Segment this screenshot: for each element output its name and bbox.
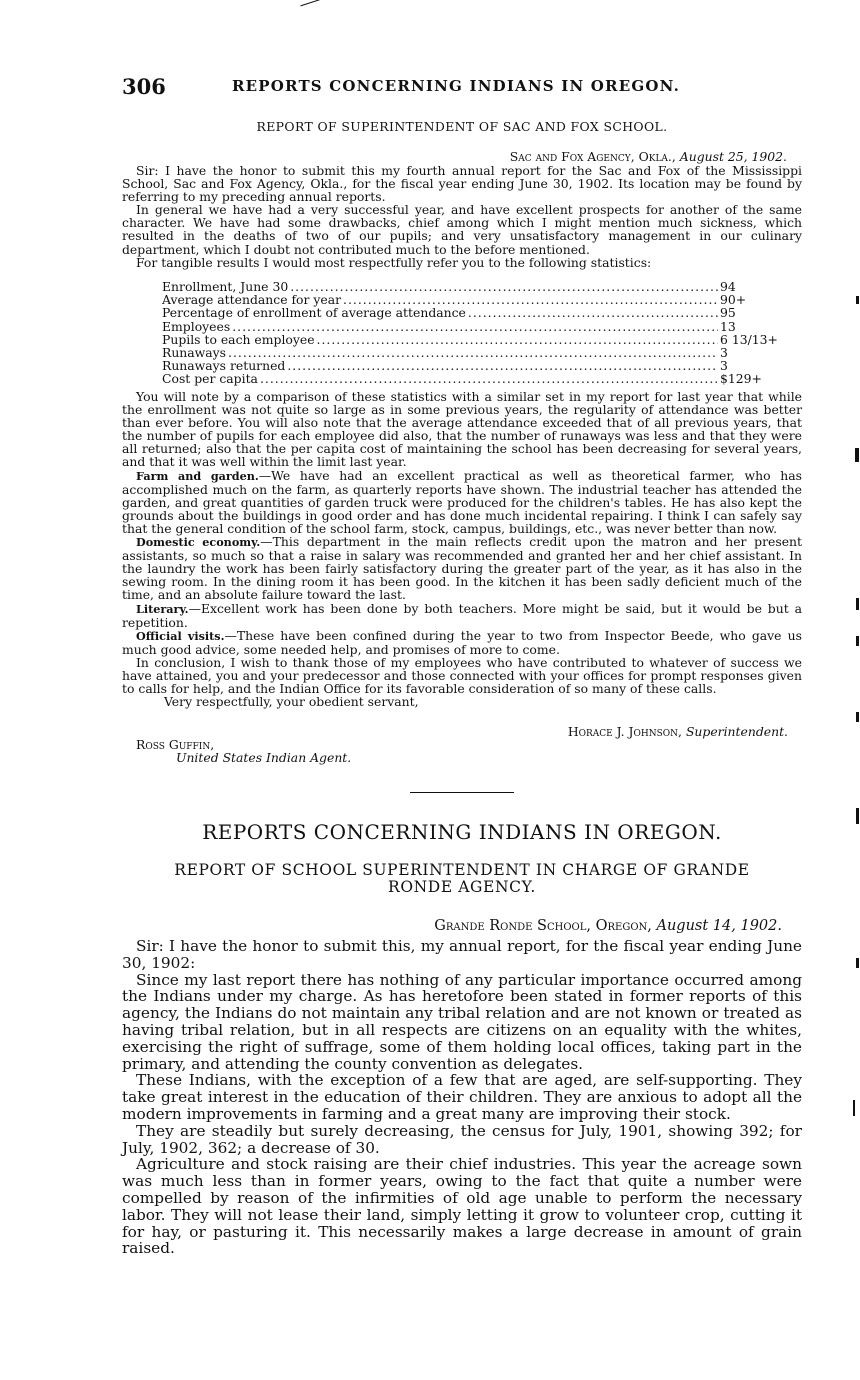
report2-para-1: Sir: I have the honor to submit this, my annual report, for the fiscal year ending June 30, 1902:: [122, 937, 802, 972]
addressee-title: United States Indian Agent.: [176, 750, 352, 766]
scan-mark-edge-3: [856, 598, 859, 610]
report1-closing: Very respectfully, your obedient servant,: [164, 694, 419, 710]
report2-para-3: These Indians, with the exception of a few that are aged, are self-supporting. They take great interest in the education of their children. They are anxious to adopt all the modern improvements in farming and a great many are improving their stock.: [122, 1071, 802, 1123]
section-divider: [410, 792, 514, 793]
stats-row: Percentage of enrollment of average attendance ..... 95: [162, 306, 772, 319]
report1-para-intro: Sir: I have the honor to submit this my fourth annual report for the Sac and Fox of the Mississippi School, Sac and Fox Agency, Okla., for the fiscal year ending June 30, 1902. Its location may be found by referring to my preceding annual reports.: [122, 163, 802, 205]
report2-dateline-place: Grande Ronde School, Oregon,: [434, 918, 652, 934]
domestic-heading: Domestic economy.: [136, 535, 261, 550]
scan-mark-edge-5: [856, 712, 859, 722]
report1-signature: [122, 725, 788, 738]
report2-dateline-date: August 14, 1902.: [656, 918, 782, 934]
section-title: REPORTS CONCERNING INDIANS IN OREGON.: [202, 820, 722, 844]
stats-row: Cost per capita ..... $129+: [162, 372, 772, 385]
signer-name: Horace J. Johnson,: [567, 724, 682, 739]
signer-title: Superintendent.: [685, 724, 788, 739]
report1-para-tangible: For tangible results I would most respectfully refer you to the following statistics:: [136, 254, 652, 270]
report1-dateline-date: August 25, 1902.: [679, 149, 787, 164]
stats-row: Enrollment, June 30 ..... 94: [162, 280, 772, 293]
scan-mark-edge-4: [856, 636, 859, 646]
report1-title: REPORT OF SUPERINTENDENT OF SAC AND FOX SCHOOL.: [256, 119, 668, 134]
report2-body: [122, 938, 802, 1257]
page-header: [122, 74, 802, 104]
report1-opening: [122, 164, 802, 269]
report1-literary-section: Literary.—Excellent work has been done by both teachers. More might be said, but it would be but a repetition.: [122, 600, 802, 630]
stats-row: Runaways ..... 3: [162, 346, 772, 359]
literary-heading: Literary.: [136, 601, 189, 616]
report1-addressee: [136, 738, 536, 764]
report2-para-2: Since my last report there has nothing of any particular importance occurred among the Indians under my charge. As has heretofore been stated in former reports of this agency, the Indians do not maintain any tribal relation and are not known or treated as having tribal relation, but in all respects are citizens on an equality with the whites, exercising the right of suffrage, some of them holding local offices, taking part in the primary, and attending the county convention as delegates.: [122, 970, 802, 1073]
stats-row: Employees ..... 13: [162, 320, 772, 333]
report1-body: [122, 390, 802, 708]
scan-mark-edge-7: [856, 958, 859, 968]
running-title: REPORTS CONCERNING INDIANS IN OREGON.: [232, 77, 681, 95]
section-subtitle: REPORT OF SCHOOL SUPERINTENDENT IN CHARGE OF GRANDE RONDE AGENCY.: [174, 861, 750, 896]
report1-dateline-place: Sac and Fox Agency, Okla.,: [509, 149, 676, 164]
scan-mark-edge-1: [856, 296, 859, 304]
report2-dateline: [122, 918, 782, 934]
scan-mark-edge-8: [853, 1100, 855, 1116]
report2-para-4: They are steadily but surely decreasing, the census for July, 1901, showing 392; for July, 1902, 362; a decrease of 30.: [122, 1121, 802, 1157]
report1-para-compare: You will note by a comparison of these statistics with a similar set in my report for last year that while the enrollment was not quite so large as in some previous years, the regularity of attendance was better than ever before. You will also note that the average attendance exceeded that of all previous years, that the number of pupils for each employee did also, that the number of runaways was less and that they were all returned; also that the per capita cost of maintaining the school has been decreasing for several years, and that it was well within the limit last year.: [122, 389, 802, 470]
visits-heading: Official visits.: [136, 628, 225, 643]
addressee-name: Ross Guffin,: [136, 737, 215, 752]
report1-farm-section: Farm and garden.—We have had an excellent practical as well as theoretical farmer, who has accomplished much on the farm, as quarterly reports have shown. The industrial teacher has attended the garden, and great quantities of garden truck were produced for the children's tables. He has also kept the grounds about the buildings in good order and has done much incidental repairing. I think I can safely say that the general condition of the school farm, stock, campus, buildings, etc., was never better than now.: [122, 467, 802, 536]
scan-mark-top: [300, 0, 321, 6]
scan-mark-edge-6: [856, 808, 859, 824]
scan-mark-edge-2: [855, 448, 859, 462]
report1-domestic-section: Domestic economy.—This department in the main reflects credit upon the matron and her present assistants, so much so that a raise in salary was recommended and granted her and her chief assistant. In the laundry the work has been fairly satisfactory during the greater part of the year, as it has also in the sewing room. In the dining room it has been good. In the kitchen it has been sadly deficient much of the time, and an absolute failure toward the last.: [122, 534, 802, 603]
report1-visits-section: Official visits.—These have been confined during the year to two from Inspector Beede, who gave us much good advice, some needed help, and promises of more to come.: [122, 627, 802, 657]
report1-dateline: [122, 150, 787, 163]
report1-para-conclusion: In conclusion, I wish to thank those of my employees who have contributed to whatever of success we have attained, you and your predecessor and those connected with your offices for prompt responses given to calls for help, and the Indian Office for its favorable consideration of so many of these calls.: [122, 654, 802, 697]
page-number: 306: [122, 74, 166, 99]
report1-para-general: In general we have had a very successful year, and have excellent prospects for another of the same character. We have had some drawbacks, chief among which I might mention much sickness, which resulted in the deaths of two of our pupils; and very unsatisfactory management in our culinary department, which I doubt not contributed much to the before mentioned.: [122, 202, 802, 257]
report2-para-5: Agriculture and stock raising are their chief industries. This year the acreage sown was much less than in former years, owing to the fact that quite a number were compelled by reason of the infirmities of old age unable to perform the necessary labor. They will not lease their land, simply letting it grow to volunteer crop, cutting it for hay, or pasturing it. This necessarily makes a large decrease in amount of grain raised.: [122, 1155, 802, 1258]
stats-row: Runaways returned ..... 3: [162, 359, 772, 372]
stats-row: Average attendance for year ..... 90+: [162, 293, 772, 306]
farm-heading: Farm and garden.: [136, 468, 259, 483]
statistics-table: [162, 279, 778, 387]
stats-row: Pupils to each employee ..... 6 13/13+: [162, 333, 772, 346]
